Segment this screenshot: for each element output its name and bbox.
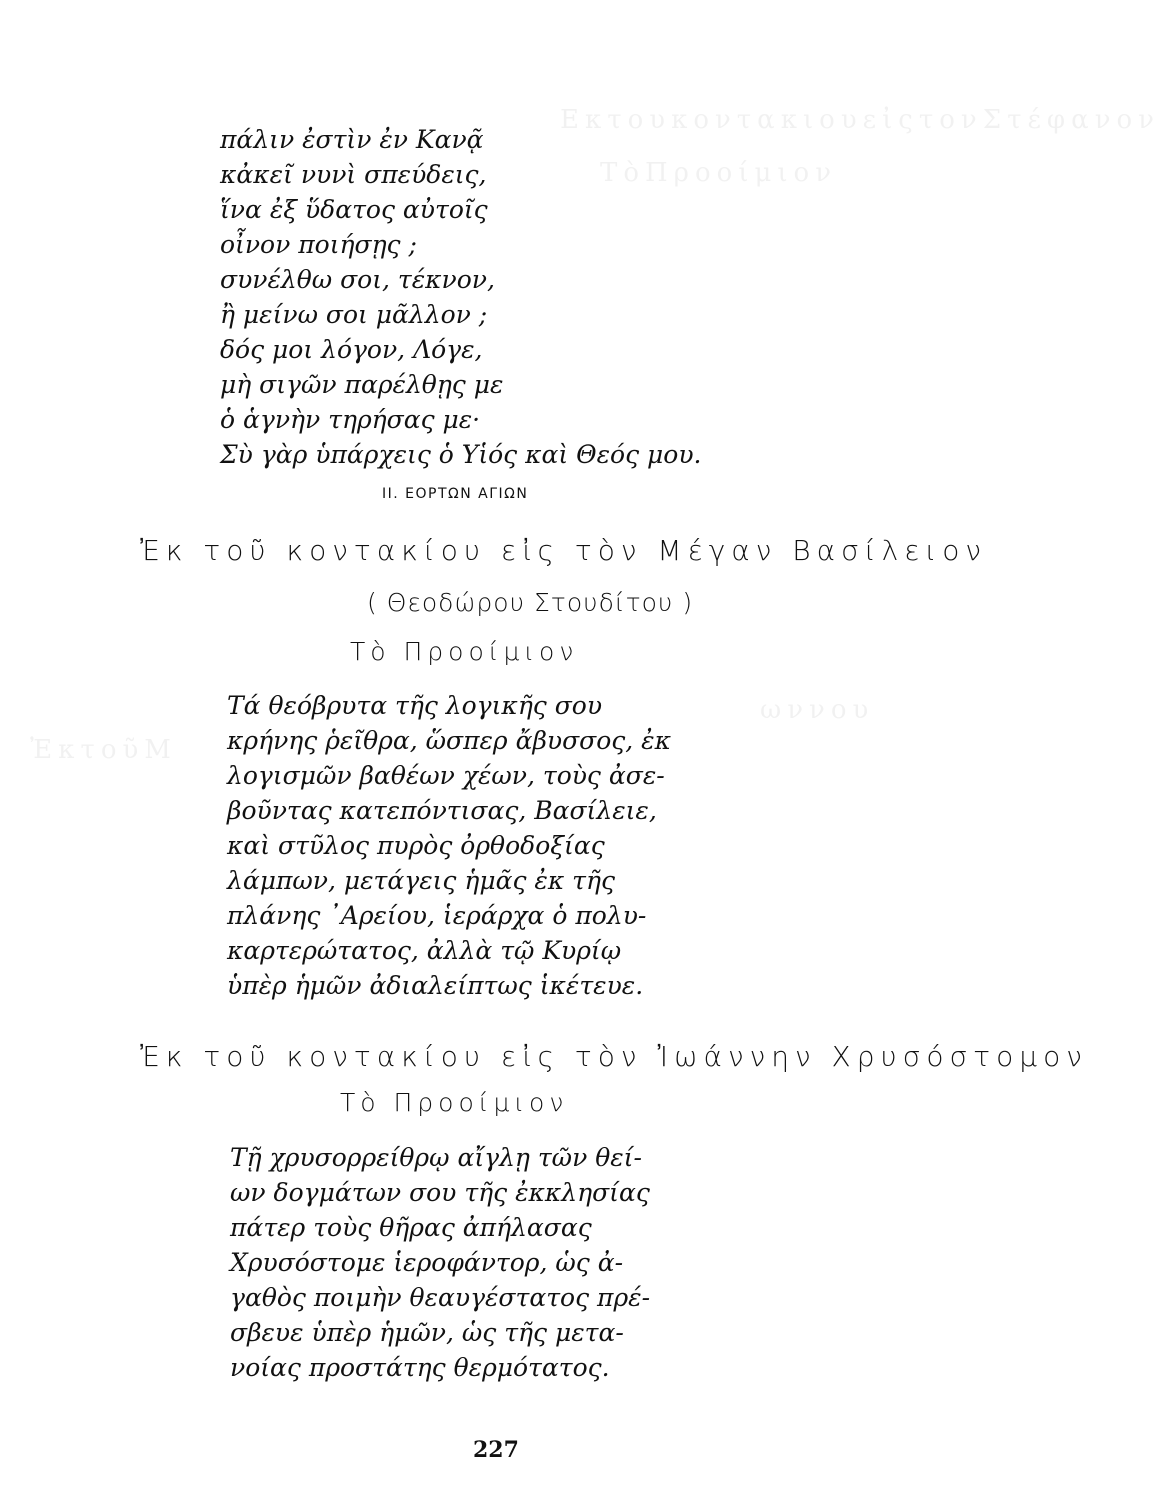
poem-line: οἶνον ποιήσῃς ; [220, 230, 417, 259]
show-through-bleed: ΤὸΠροοίμιον [600, 158, 838, 188]
poem-top [220, 122, 702, 472]
poem-line: Σὺ γὰρ ὑπάρχεις ὁ Υἱός καὶ Θεός μου. [220, 440, 702, 469]
poem-line: ὁ ἁγνὴν τηρήσας με· [220, 405, 481, 434]
text-line: βοῦντας κατεπόντισας, Βασίλειε, [227, 796, 657, 825]
chrysostom-heading: Ἐκ τοῦ κοντακίου εἰς τὸν Ἰωάννην Χρυσόστομον [140, 1040, 1088, 1073]
poem-line: πάλιν ἐστὶν ἐν Κανᾷ [220, 125, 484, 154]
section-label: II. ΕΟΡΤΩΝ ΑΓΙΩΝ [382, 486, 529, 502]
basil-heading: Ἐκ τοῦ κοντακίου εἰς τὸν Μέγαν Βασίλειον [140, 534, 987, 567]
text-line: σβευε ὑπὲρ ἡμῶν, ὡς τῆς μετα- [230, 1318, 624, 1347]
text-line: πλάνης ᾿Αρείου, ἱεράρχα ὁ πολυ- [227, 901, 647, 930]
text-line: Τῇ χρυσορρείθρῳ αἴγλῃ τῶν θεί- [230, 1143, 642, 1172]
show-through-bleed: ΕκτουκοντακιουεἰςτονΣτέφανον [560, 105, 1160, 135]
poem-line: μὴ σιγῶν παρέλθῃς με [220, 370, 504, 399]
text-line: νοίας προστάτης θερμότατος. [230, 1353, 610, 1382]
chrysostom-prooimion-heading: Τὸ Προοίμιον [340, 1088, 569, 1117]
poem-line: δός μοι λόγον, Λόγε, [220, 335, 483, 364]
basil-prooimion-heading: Τὸ Προοίμιον [350, 637, 579, 666]
basil-author: ( Θεοδώρου Στουδίτου ) [367, 588, 694, 617]
poem-line: συνέλθω σοι, τέκνον, [220, 265, 495, 294]
poem-line: ἵνα ἐξ ὕδατος αὐτοῖς [220, 195, 488, 224]
text-line: καρτερώτατος, ἀλλὰ τῷ Κυρίῳ [227, 936, 622, 965]
text-line: ων δογμάτων σου τῆς ἐκκλησίας [230, 1178, 650, 1207]
text-line: κρήνης ῥεῖθρα, ὥσπερ ἄβυσσος, ἐκ [227, 726, 671, 755]
text-line: λογισμῶν βαθέων χέων, τοὺς ἀσε- [227, 761, 665, 790]
text-line: καὶ στῦλος πυρὸς ὀρθοδοξίας [227, 831, 605, 860]
show-through-bleed: ωννου [760, 695, 875, 725]
text-line: ὑπὲρ ἡμῶν ἀδιαλείπτως ἱκέτευε. [227, 971, 644, 1000]
poem-line: ἢ μείνω σοι μᾶλλον ; [220, 300, 488, 329]
page-number: 227 [473, 1437, 519, 1463]
text-line: πάτερ τοὺς θῆρας ἀπήλασας [230, 1213, 592, 1242]
text-line: Χρυσόστομε ἱεροφάντορ, ὡς ἀ- [230, 1248, 624, 1277]
text-line: λάμπων, μετάγεις ἡμᾶς ἐκ τῆς [227, 866, 615, 895]
show-through-bleed: ἘκτοῦΜ [30, 735, 177, 765]
basil-text [227, 688, 671, 1003]
chrysostom-text [230, 1140, 650, 1385]
text-line: Τά θεόβρυτα τῆς λογικῆς σου [227, 691, 603, 720]
text-line: γαθὸς ποιμὴν θεαυγέστατος πρέ- [230, 1283, 651, 1312]
poem-line: κἀκεῖ νυνὶ σπεύδεις, [220, 160, 487, 189]
